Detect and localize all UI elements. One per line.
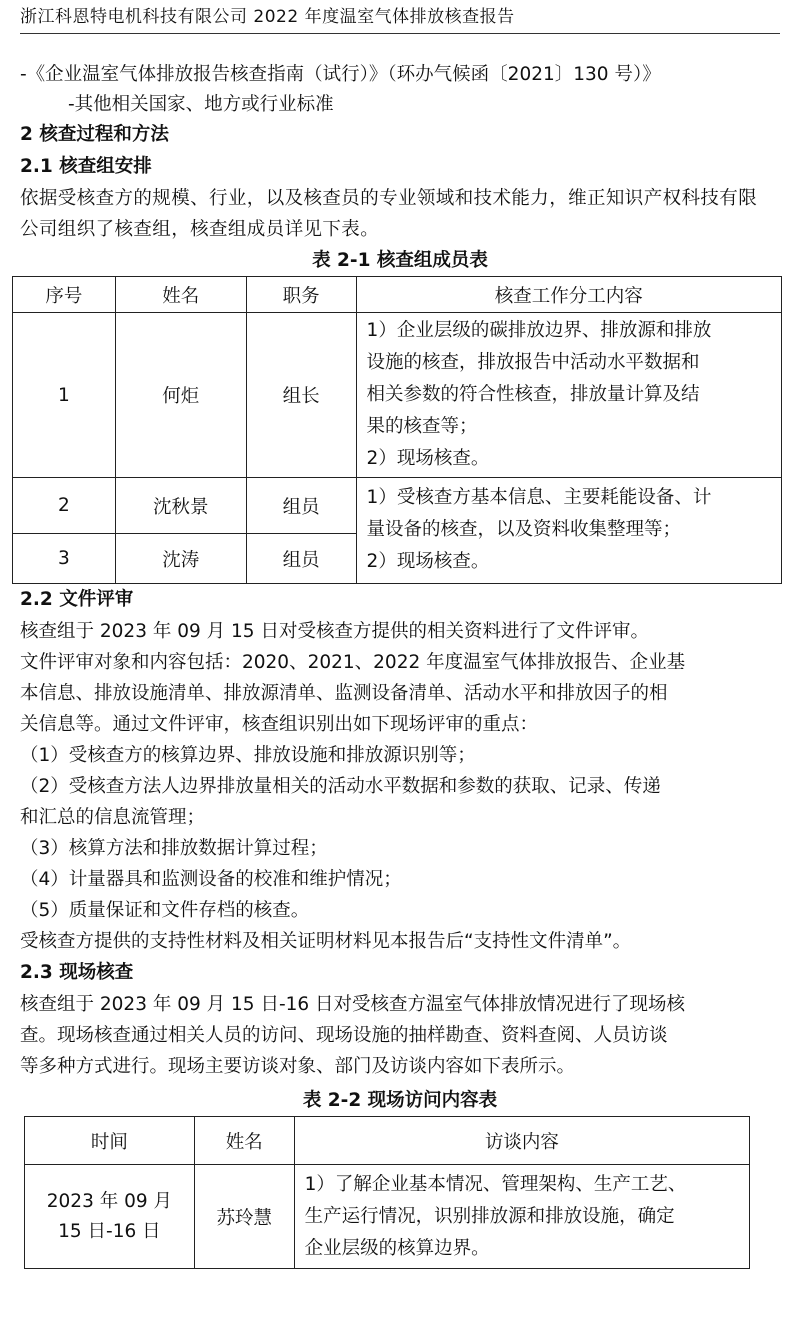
row-no: 1: [13, 313, 116, 478]
body-line: 等多种方式进行。现场主要访谈对象、部门及访谈内容如下表所示。: [20, 1056, 576, 1077]
task-line: 1）受核查方基本信息、主要耗能设备、计: [366, 487, 712, 508]
body-line: （1）受核查方的核算边界、排放设施和排放源识别等；: [20, 745, 476, 766]
task-line: 相关参数的符合性核查，排放量计算及结: [366, 384, 700, 405]
row-no: 3: [13, 534, 116, 584]
interview-table-header: [25, 1117, 750, 1165]
row-time: [25, 1165, 195, 1269]
table-2-1-caption: 表 2-1 核查组成员表: [312, 250, 488, 271]
body-line: 本信息、排放设施清单、排放源清单、监测设备清单、活动水平和排放因子的相: [20, 683, 668, 704]
task-line: 2）现场核查。: [366, 551, 490, 572]
row-no: 2: [13, 478, 116, 534]
row-content: [294, 1165, 749, 1269]
col-header-name: 姓名: [115, 277, 246, 313]
header-rule: [20, 33, 780, 34]
body-line: 核查组于 2023 年 09 月 15 日-16 日对受核查方温室气体排放情况进行了现场核: [20, 994, 686, 1015]
row-name: 沈秋景: [115, 478, 246, 534]
content-line: 生产运行情况，识别排放源和排放设施，确定: [304, 1206, 675, 1227]
task-line: 量设备的核查，以及资料收集整理等；: [366, 519, 682, 540]
row-name: 沈涛: [115, 534, 246, 584]
interview-table: [24, 1116, 750, 1269]
team-table-header: [13, 277, 782, 313]
task-line: 果的核查等；: [366, 416, 478, 437]
task-line: 1）企业层级的碳排放边界、排放源和排放: [366, 320, 712, 341]
section-2-3-title: 2.3 现场核查: [20, 962, 134, 983]
body-line: 核查组于 2023 年 09 月 15 日对受核查方提供的相关资料进行了文件评审。: [20, 621, 649, 642]
body-line: 关信息等。通过文件评审，核查组识别出如下现场评审的重点：: [20, 714, 539, 735]
time-line: 2023 年 09 月: [46, 1190, 173, 1212]
section-2-title: 2 核查过程和方法: [20, 124, 169, 145]
row-role: 组长: [246, 313, 356, 478]
col-header-role: 职务: [246, 277, 356, 313]
content-line: 企业层级的核算边界。: [304, 1238, 490, 1259]
task-line: 2）现场核查。: [366, 448, 490, 469]
table-row: [25, 1165, 750, 1269]
col-header-tasks: 核查工作分工内容: [356, 277, 781, 313]
body-line: 和汇总的信息流管理；: [20, 807, 206, 828]
section-2-1-title: 2.1 核查组安排: [20, 156, 152, 177]
team-table: [12, 276, 782, 584]
body-line: （2）受核查方法人边界排放量相关的活动水平数据和参数的获取、记录、传递: [20, 776, 661, 797]
row-name: 何炬: [115, 313, 246, 478]
col-header-name: 姓名: [194, 1117, 294, 1165]
table-row: [13, 478, 782, 534]
task-line: 设施的核查，排放报告中活动水平数据和: [366, 352, 700, 373]
row-role: 组员: [246, 478, 356, 534]
content-line: 1）了解企业基本情况、管理架构、生产工艺、: [304, 1174, 687, 1195]
row-name: 苏玲慧: [194, 1165, 294, 1269]
col-header-no: 序号: [13, 277, 116, 313]
body-line: 文件评审对象和内容包括：2020、2021、2022 年度温室气体排放报告、企业基: [20, 652, 686, 673]
body-line: 查。现场核查通过相关人员的访问、现场设施的抽样勘查、资料查阅、人员访谈: [20, 1025, 668, 1046]
body-line: （5）质量保证和文件存档的核查。: [20, 900, 310, 921]
section-2-2-title: 2.2 文件评审: [20, 589, 134, 610]
page-header: 浙江科恩特电机科技有限公司 2022 年度温室气体排放核查报告: [20, 7, 515, 27]
reference-line-1: -《企业温室气体排放报告核查指南（试行）》（环办气候函〔2021〕130 号）》: [20, 64, 661, 85]
row-tasks: [356, 313, 781, 478]
shared-tasks-cell: [356, 478, 781, 584]
col-header-time: 时间: [25, 1117, 195, 1165]
row-role: 组员: [246, 534, 356, 584]
body-line: （4）计量器具和监测设备的校准和维护情况；: [20, 869, 402, 890]
table-row: [13, 313, 782, 478]
body-line: 受核查方提供的支持性材料及相关证明材料见本报告后“支持性文件清单”。: [20, 931, 632, 952]
col-header-content: 访谈内容: [294, 1117, 749, 1165]
reference-line-2: -其他相关国家、地方或行业标准: [68, 94, 334, 115]
time-line: 15 日-16 日: [58, 1220, 161, 1242]
body-line: （3）核算方法和排放数据计算过程；: [20, 838, 328, 859]
table-2-2-caption: 表 2-2 现场访问内容表: [302, 1090, 498, 1111]
section-2-1-paragraph: 依据受核查方的规模、行业，以及核查员的专业领域和技术能力，维正知识产权科技有限公司组织了核查组，核查组成员详见下表。: [20, 188, 758, 240]
